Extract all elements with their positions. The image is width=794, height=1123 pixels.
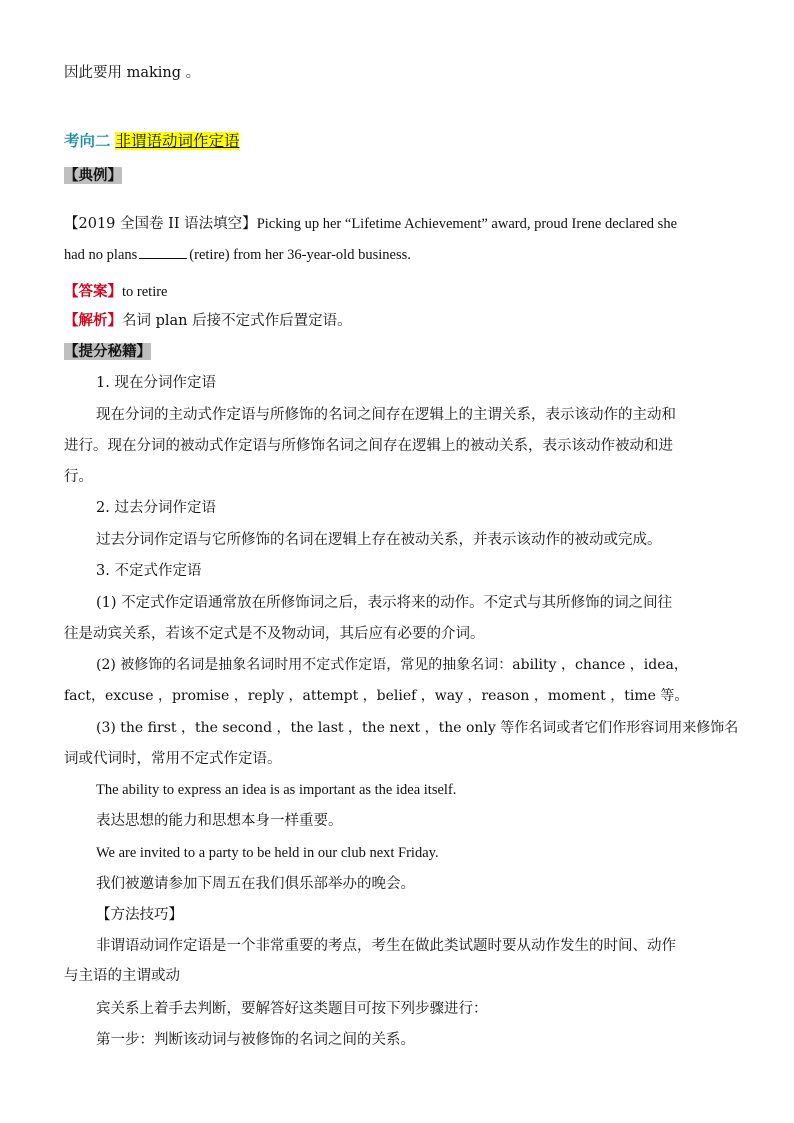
answer-value: to retire: [122, 284, 168, 300]
question-text-1: Picking up her “Lifetime Achievement” award, proud Irene declared she: [256, 216, 678, 232]
method-line-2: 与主语的主谓或动: [64, 968, 180, 984]
answer-label: 【答案】: [64, 283, 122, 300]
answer-blank: [139, 244, 187, 259]
section-number: 考向二: [64, 131, 111, 150]
analysis-value: 名词 plan 后接不定式作后置定语。: [122, 313, 352, 329]
example-2-chinese: 我们被邀请参加下周五在我们俱乐部举办的晚会。: [96, 876, 415, 892]
answer-line: [64, 282, 168, 302]
tips-tag: 【提分秘籍】: [64, 343, 151, 360]
question-line-1: [64, 214, 677, 234]
method-line-1: 非谓语动词作定语是一个非常重要的考点，考生在做此类试题时要从动作发生的时间、动作: [96, 938, 676, 954]
heading-past-participle: 2. 过去分词作定语: [96, 500, 216, 516]
example-tag: 【典例】: [64, 167, 122, 184]
para-2: 过去分词作定语与它所修饰的名词在逻辑上存在被动关系，并表示该动作的被动或完成。: [96, 532, 662, 548]
para-4-line-1: (2) 被修饰的名词是抽象名词时用不定式作定语，常见的抽象名词：ability ，chance ，idea，: [96, 657, 688, 673]
analysis-line: [64, 311, 352, 331]
section-title: 非谓语动词作定语: [115, 132, 240, 150]
intro-line: 因此要用 making 。: [64, 65, 201, 81]
para-3-line-2: 往是动宾关系，若该不定式是不及物动词，其后应有必要的介词。: [64, 626, 485, 642]
question-line-2: [64, 244, 411, 265]
para-1-line-3: 行。: [64, 469, 93, 485]
section-heading: [64, 131, 239, 151]
para-5-line-2: 词或代词时，常用不定式作定语。: [64, 751, 282, 767]
example-1-chinese: 表达思想的能力和思想本身一样重要。: [96, 813, 343, 829]
method-line-4: 第一步：判断该动词与被修饰的名词之间的关系。: [96, 1032, 415, 1048]
para-4-line-2: fact，excuse ，promise ，reply ，attempt ，belief ，way ，reason ，moment ，time 等。: [64, 688, 689, 704]
question-text-2b: (retire) from her 36-year-old business.: [189, 247, 411, 263]
example-1-english: The ability to express an idea is as important as the idea itself.: [96, 782, 457, 798]
para-3-line-1: (1) 不定式作定语通常放在所修饰词之后，表示将来的动作。不定式与其所修饰的词之间往: [96, 595, 673, 611]
para-5-line-1: (3) the first ，the second ，the last ，the next ，the only 等作名词或者它们作形容词用来修饰名: [96, 720, 739, 736]
para-1-line-2: 进行。现在分词的被动式作定语与所修饰名词之间存在逻辑上的被动关系，表示该动作被动和进: [64, 438, 673, 454]
example-2-english: We are invited to a party to be held in our club next Friday.: [96, 845, 439, 861]
question-text-2a: had no plans: [64, 247, 138, 263]
heading-present-participle: 1. 现在分词作定语: [96, 375, 216, 391]
method-line-3: 宾关系上着手去判断，要解答好这类题目可按下列步骤进行：: [96, 1001, 488, 1017]
analysis-label: 【解析】: [64, 312, 122, 329]
para-1-line-1: 现在分词的主动式作定语与所修饰的名词之间存在逻辑上的主谓关系，表示该动作的主动和: [96, 407, 676, 423]
method-tag: 【方法技巧】: [96, 907, 183, 923]
question-source: 【2019 全国卷 II 语法填空】: [64, 216, 257, 232]
heading-infinitive: 3. 不定式作定语: [96, 563, 202, 579]
